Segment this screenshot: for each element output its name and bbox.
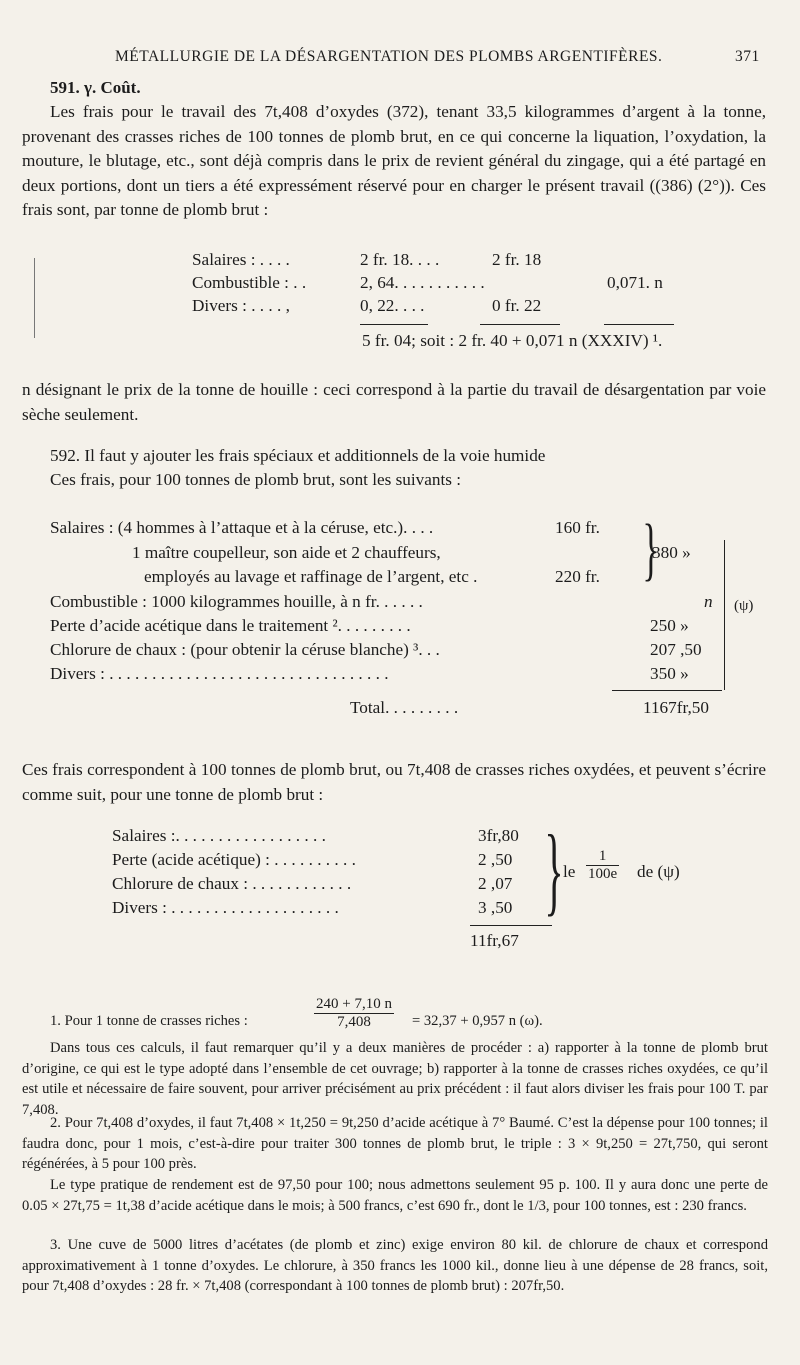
t2-val-chlorure: 207 ,50: [650, 640, 702, 659]
t2-salaires-sum: 380 »: [652, 543, 691, 562]
section-591-heading: 591. γ. Coût.: [50, 78, 141, 97]
t3-val-perte: 2 ,50: [478, 850, 513, 869]
t3-total-rule: [470, 925, 552, 926]
t1-rule-b: [480, 324, 560, 325]
t3-val-salaires: 3fr,80: [478, 826, 519, 845]
t1-row-combustible-c: 0,071. n: [607, 273, 663, 292]
t2-val-salaires: 160 fr.: [555, 518, 600, 537]
fn1-fraction: [314, 996, 394, 1031]
t2-val-combustible: n: [704, 592, 713, 611]
fn1-result: = 32,37 + 0,957 n (ω).: [412, 1013, 543, 1029]
t1-row-salaires-label: Salaires : . . . .: [192, 250, 290, 269]
fn3-text: 3. Une cuve de 5000 litres d’acétates (de plomb et zinc) exige environ 80 kil. de chlorure de chaux et correspond approximativement à 1 tonne d’oxydes. Le chlorure, à 350 francs les 1000 kil., donne lieu à une dépense de 28 francs, soit, pour 7t,408 d’oxydes : 28 fr. × 7t,408 (correspondant à 100 tonnes de plomb brut) : 207fr,50.: [22, 1237, 768, 1295]
fn2-text-a: 2. Pour 7t,408 d’oxydes, il faut 7t,408 × 1t,250 = 9t,250 d’acide acétique à 7° Baumé. C’est la dépense pour 100 tonnes; il faudra donc, pour 1 mois, c’est-à-dire pour traiter 300 tonnes de plomb brut, le triple : 3 × 9t,250 = 27t,750, qui seront régénérées, à 5 pour 100 près.: [22, 1115, 768, 1173]
t1-row-divers-a: 0, 22. . . .: [360, 296, 425, 315]
t2-row-employes: employés au lavage et raffinage de l’argent, etc .: [144, 567, 478, 586]
t3-val-chlorure: 2 ,07: [478, 874, 513, 893]
t2-psi-label: (ψ): [734, 598, 754, 614]
t3-brace: }: [544, 814, 564, 925]
section-591-paragraph: Les frais pour le travail des 7t,408 d’oxydes (372), tenant 33,5 kilogrammes d’argent à la tonne, provenant des crasses riches de 100 tonnes de plomb brut, en ce qui concerne la liquation, l’oxydation, la mouture, le blutage, etc., sont déjà compris dans le prix de revient général du zingage, qui a été partagé en deux portions, dont un tiers a été expressément réservé pour en charger le présent travail ((386) (2°)). Ces frais sont, par tonne de plomb brut :: [22, 102, 766, 220]
t3-row-divers: Divers : . . . . . . . . . . . . . . . . . . . .: [112, 898, 339, 917]
t3-row-chlorure: Chlorure de chaux : . . . . . . . . . . . .: [112, 874, 352, 893]
t1-row-combustible-label: Combustible : . .: [192, 273, 307, 292]
fn2-text-b: Le type pratique de rendement est de 97,50 pour 100; nous admettons seulement 95 p. 100. Il y aura donc une perte de 0.05 × 27t,75 = 1t,38 d’acide acétique dans le mois; à 500 francs, c’est 690 fr., dont le 1/3, pour 100 tonnes, est : 230 francs.: [22, 1177, 768, 1214]
fn1-frac-den: 7,408: [337, 1014, 371, 1030]
t1-row-divers-label: Divers : . . . . ,: [192, 296, 290, 315]
t2-row-acide: Perte d’acide acétique dans le traitement ². . . . . . . . .: [50, 616, 411, 635]
t1-row-salaires-b: 2 fr. 18: [492, 250, 542, 269]
t3-row-perte: Perte (acide acétique) : . . . . . . . . . .: [112, 850, 356, 869]
t3-frac-den: 100e: [588, 866, 618, 882]
t1-rule-c: [604, 324, 674, 325]
t2-row-salaires: Salaires : (4 hommes à l’attaque et à la céruse, etc.). . . .: [50, 518, 434, 537]
t2-total-rule: [612, 690, 722, 691]
t3-total: 11fr,67: [470, 931, 519, 950]
t3-fraction: [586, 848, 619, 883]
margin-mark: [34, 258, 35, 338]
fn1-text: Dans tous ces calculs, il faut remarquer qu’il y a deux manières de procéder : a) rapporter à la tonne de plomb brut d’origine, ce qui est le type adopté dans l’ensemble de cet ouvrage; b) rapporter à la tonne de crasses riches oxydées, ce qu’il est utile et nécessaire de faire souvent, pour arriver précisément au prix précédent : il faut alors diviser les frais pour 100 T. par 7,408.: [22, 1040, 768, 1118]
t2-val-divers: 350 »: [650, 664, 689, 683]
t2-total-label: Total. . . . . . . . .: [350, 698, 459, 717]
t2-row-maitre: 1 maître coupelleur, son aide et 2 chauffeurs,: [132, 543, 441, 562]
t1-row-salaires-a: 2 fr. 18. . . .: [360, 250, 440, 269]
t1-row-combustible-a: 2, 64. . . . . . . . . . .: [360, 273, 485, 292]
t3-frac-num: 1: [586, 848, 619, 866]
fn1-frac-num: 240 + 7,10 n: [316, 996, 392, 1012]
t2-brace-salaires: }: [642, 511, 660, 588]
page-number: 371: [735, 48, 760, 65]
t3-de-psi: de (ψ): [637, 862, 680, 881]
fn1-prefix: 1. Pour 1 tonne de crasses riches :: [50, 1013, 248, 1029]
section-592-line1: 592. Il faut y ajouter les frais spéciaux et additionnels de la voie humide: [50, 446, 546, 465]
t2-row-divers: Divers : . . . . . . . . . . . . . . . . . . . . . . . . . . . . . . . . .: [50, 664, 389, 683]
t1-total: 5 fr. 04; soit : 2 fr. 40 + 0,071 n (XXXIV) ¹.: [362, 331, 663, 350]
section-591-after: n désignant le prix de la tonne de houille : ceci correspond à la partie du travail de désargentation par voie sèche seulement.: [22, 380, 766, 424]
t2-row-chlorure: Chlorure de chaux : (pour obtenir la céruse blanche) ³. . .: [50, 640, 440, 659]
t2-psi-bracket: [724, 540, 725, 690]
section-592-paragraph2: Ces frais correspondent à 100 tonnes de plomb brut, ou 7t,408 de crasses riches oxydées, et peuvent s’écrire comme suit, pour une tonne de plomb brut :: [22, 760, 766, 804]
running-header-title: MÉTALLURGIE DE LA DÉSARGENTATION DES PLOMBS ARGENTIFÈRES.: [115, 48, 663, 65]
t2-val-employes: 220 fr.: [555, 567, 600, 586]
t3-le: le: [563, 862, 576, 881]
t2-val-acide: 250 »: [650, 616, 689, 635]
t2-row-combustible: Combustible : 1000 kilogrammes houille, à n fr. . . . . .: [50, 592, 423, 611]
t3-val-divers: 3 ,50: [478, 898, 513, 917]
t1-rule-a: [360, 324, 428, 325]
t2-total-value: 1167fr,50: [643, 698, 709, 717]
section-592-line2: Ces frais, pour 100 tonnes de plomb brut, sont les suivants :: [50, 470, 462, 489]
t3-row-salaires: Salaires :. . . . . . . . . . . . . . . . . .: [112, 826, 326, 845]
t1-row-divers-b: 0 fr. 22: [492, 296, 542, 315]
